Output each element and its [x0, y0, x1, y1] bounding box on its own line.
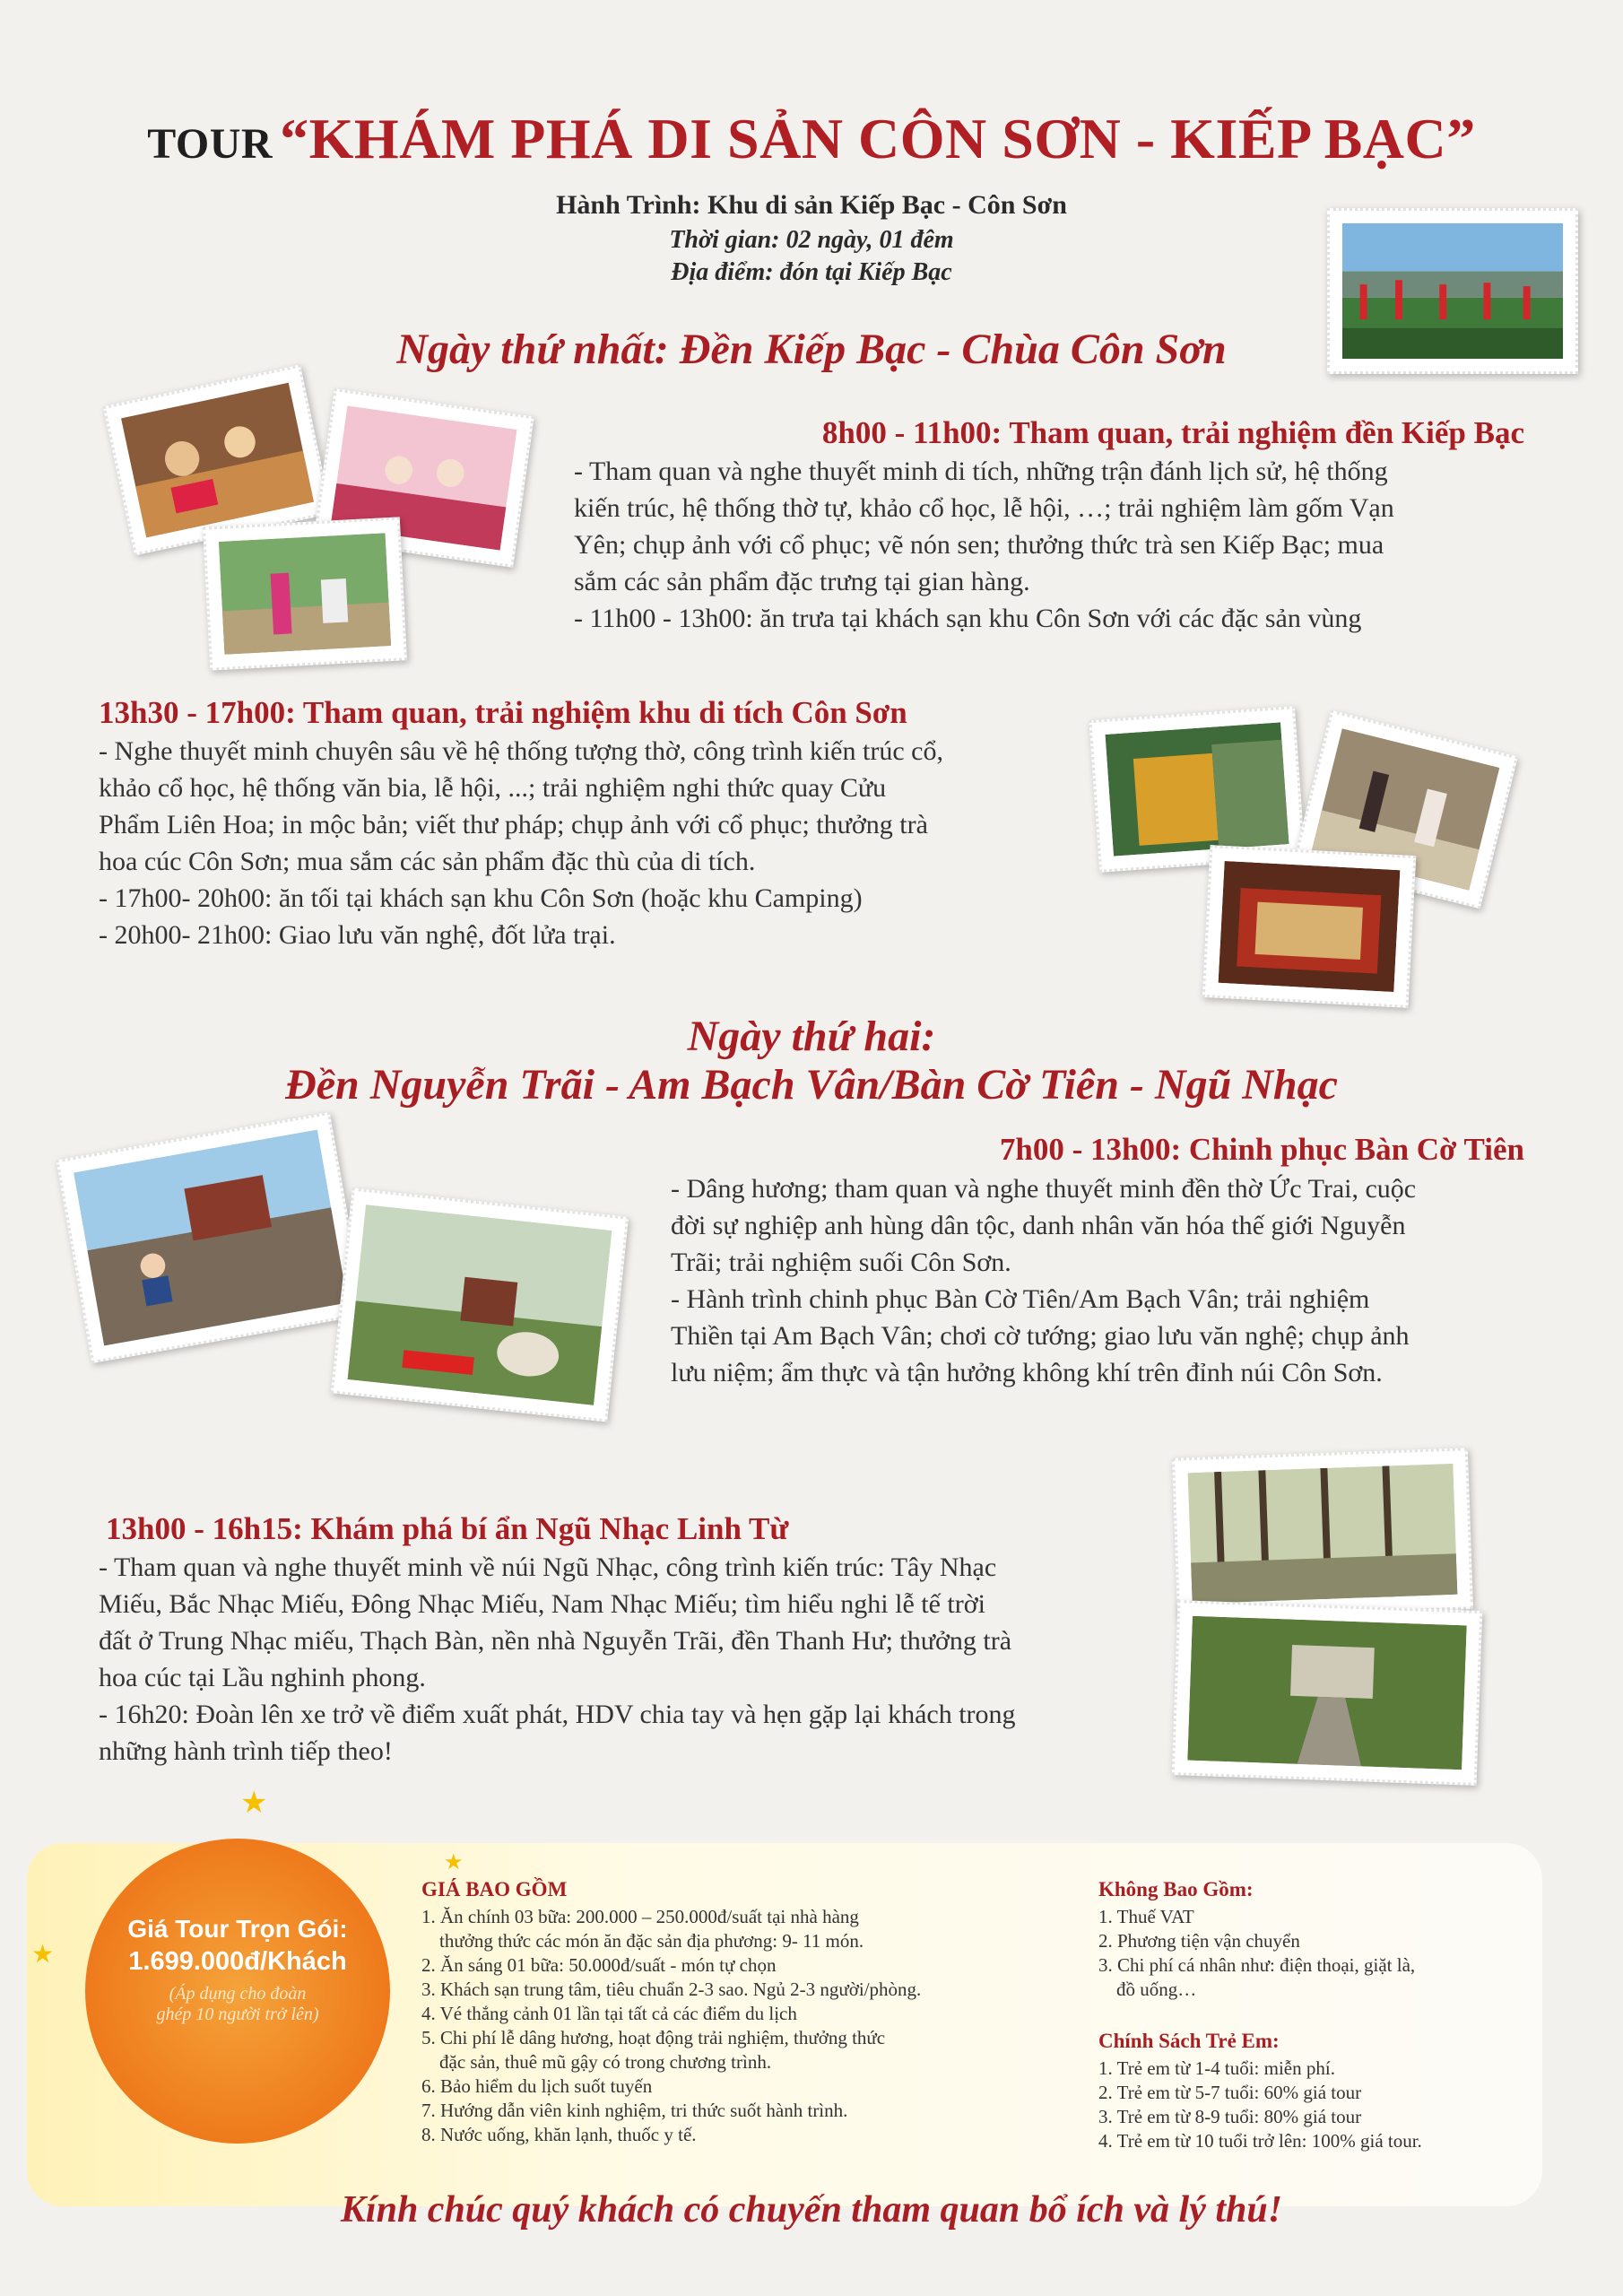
list-item: 3. Khách sạn trung tâm, tiêu chuẩn 2-3 sao. Ngủ 2-3 người/phòng.	[421, 1979, 922, 2000]
star-icon: ★	[444, 1851, 464, 1874]
text-line: kiến trúc, hệ thống thờ tự, khảo cổ học, lễ hội, …; trải nghiệm làm gốm Vạn	[574, 493, 1394, 523]
text-line: Thiền tại Am Bạch Vân; chơi cờ tướng; giao lưu văn nghệ; chụp ảnh	[671, 1321, 1410, 1351]
tour-name: “KHÁM PHÁ DI SẢN CÔN SƠN - KIẾP BẠC”	[280, 107, 1476, 170]
day1-morning-text	[574, 453, 1529, 637]
itinerary-line: Hành Trình: Khu di sản Kiếp Bạc - Côn Sơn	[556, 190, 1067, 220]
day1-morning-title: 8h00 - 11h00: Tham quan, trải nghiệm đền Kiếp Bạc	[821, 415, 1524, 450]
children-policy-list	[1098, 2029, 1529, 2153]
text-line: Yên; chụp ảnh với cổ phục; vẽ nón sen; thưởng thức trà sen Kiếp Bạc; mua	[574, 530, 1384, 560]
pine-forest-photo	[1172, 1448, 1473, 1619]
text-line: - 16h20: Đoàn lên xe trở về điểm xuất phát, HDV chia tay và hẹn gặp lại khách trong	[99, 1700, 1016, 1729]
excludes-list	[1098, 1877, 1529, 2002]
list-item: 7. Hướng dẫn viên kinh nghiệm, tri thức suốt hành trình.	[421, 2100, 848, 2121]
text-line: hoa cúc Côn Sơn; mua sắm các sản phẩm đặc thù của di tích.	[99, 847, 756, 876]
list-item: 2. Trẻ em từ 5-7 tuổi: 60% giá tour	[1098, 2082, 1362, 2103]
day2-title-1: Ngày thứ hai:	[687, 1013, 936, 1060]
list-item: 8. Nước uống, khăn lạnh, thuốc y tế.	[421, 2124, 697, 2145]
list-item: thưởng thức các món ăn đặc sản địa phương: 9- 11 món.	[439, 1930, 864, 1952]
meditation-photo	[56, 1112, 365, 1363]
list-item: đặc sản, thuê mũ gậy có trong chương trình.	[439, 2051, 772, 2073]
includes-title: GIÁ BAO GỒM	[421, 1878, 568, 1900]
price-label: Giá Tour Trọn Gói:	[127, 1915, 348, 1943]
list-item: đồ uống…	[1116, 1979, 1197, 2000]
meeting-line: Địa điểm: đón tại Kiếp Bạc	[671, 258, 952, 286]
star-icon: ★	[31, 1941, 55, 1969]
includes-list	[421, 1877, 1049, 2147]
price-note-2: ghép 10 người trở lên)	[156, 2005, 319, 2024]
list-item: 1. Ăn chính 03 bữa: 200.000 – 250.000đ/suất tại nhà hàng	[421, 1906, 859, 1927]
day2-afternoon-text	[99, 1549, 1139, 1770]
temple-gate-photo	[331, 1187, 629, 1422]
text-line: - Dâng hương; tham quan và nghe thuyết minh đền thờ Ức Trai, cuộc	[671, 1174, 1417, 1204]
list-item: 6. Bảo hiểm du lịch suốt tuyến	[421, 2075, 653, 2097]
footer-greeting: Kính chúc quý khách có chuyến tham quan bổ ích và lý thú!	[340, 2189, 1283, 2231]
list-item: 3. Trẻ em từ 8-9 tuổi: 80% giá tour	[1098, 2106, 1362, 2127]
text-line: - 17h00- 20h00: ăn tối tại khách sạn khu Côn Sơn (hoặc khu Camping)	[99, 883, 863, 913]
pagoda-photo	[1202, 845, 1417, 1008]
children-policy-title: Chính Sách Trẻ Em:	[1098, 2030, 1280, 2052]
list-item: 3. Chi phí cá nhân như: điện thoại, giặt là,	[1098, 1954, 1416, 1976]
stairs-gate-photo	[1172, 1600, 1483, 1786]
excludes-title: Không Bao Gồm:	[1098, 1878, 1254, 1900]
duration-line: Thời gian: 02 ngày, 01 đêm	[669, 226, 954, 254]
text-line: - Tham quan và nghe thuyết minh về núi Ngũ Nhạc, công trình kiến trúc: Tây Nhạc	[99, 1552, 997, 1582]
day2-morning-text	[671, 1170, 1532, 1391]
costume-photo	[203, 517, 407, 670]
list-item: 4. Vé thắng cảnh 01 lần tại tất cả các điểm du lịch	[421, 2003, 797, 2024]
price-badge-text	[99, 1915, 377, 2025]
text-line: khảo cổ học, hệ thống văn bia, lễ hội, ...; trải nghiệm nghi thức quay Cửu	[99, 773, 887, 803]
text-line: Trãi; trải nghiệm suối Côn Sơn.	[671, 1248, 1011, 1277]
day2-title-2: Đền Nguyễn Trãi - Am Bạch Vân/Bàn Cờ Tiên - Ngũ Nhạc	[285, 1061, 1338, 1109]
text-line: đời sự nghiệp anh hùng dân tộc, danh nhân văn hóa thế giới Nguyễn	[671, 1211, 1406, 1240]
text-line: sắm các sản phẩm đặc trưng tại gian hàng.	[574, 567, 1030, 596]
day2-morning-title: 7h00 - 13h00: Chinh phục Bàn Cờ Tiên	[999, 1132, 1524, 1167]
text-line: Miếu, Bắc Nhạc Miếu, Đông Nhạc Miếu, Nam Nhạc Miếu; tìm hiểu nghi lễ tế trời	[99, 1589, 985, 1619]
price-amount: 1.699.000đ/Khách	[128, 1947, 347, 1976]
star-icon: ★	[240, 1787, 268, 1820]
text-line: lưu niệm; ẩm thực và tận hưởng không khí trên đỉnh núi Côn Sơn.	[671, 1358, 1383, 1387]
text-line: Phẩm Liên Hoa; in mộc bản; viết thư pháp; chụp ảnh với cổ phục; thưởng trà	[99, 810, 928, 839]
text-line: - 11h00 - 13h00: ăn trưa tại khách sạn khu Côn Sơn với các đặc sản vùng	[574, 604, 1362, 633]
text-line: - Nghe thuyết minh chuyên sâu về hệ thống tượng thờ, công trình kiến trúc cổ,	[99, 736, 943, 766]
day1-title: Ngày thứ nhất: Đền Kiếp Bạc - Chùa Côn Sơn	[396, 326, 1227, 373]
list-item: 1. Thuế VAT	[1098, 1906, 1194, 1927]
text-line: - 20h00- 21h00: Giao lưu văn nghệ, đốt lửa trại.	[99, 920, 616, 950]
list-item: 5. Chi phí lễ dâng hương, hoạt động trải nghiệm, thưởng thức	[421, 2027, 886, 2048]
text-line: - Tham quan và nghe thuyết minh di tích, những trận đánh lịch sử, hệ thống	[574, 457, 1388, 486]
list-item: 1. Trẻ em từ 1-4 tuổi: miễn phí.	[1098, 2057, 1335, 2079]
list-item: 2. Phương tiện vận chuyển	[1098, 1930, 1300, 1952]
text-line: hoa cúc tại Lầu nghinh phong.	[99, 1663, 426, 1692]
day1-afternoon-title: 13h30 - 17h00: Tham quan, trải nghiệm khu di tích Côn Sơn	[99, 695, 907, 730]
text-line: những hành trình tiếp theo!	[99, 1736, 393, 1766]
price-note-1: (Áp dụng cho đoàn	[169, 1984, 307, 2004]
text-line: - Hành trình chinh phục Bàn Cờ Tiên/Am Bạch Vân; trải nghiệm	[671, 1284, 1370, 1314]
tour-prefix: TOUR	[147, 120, 273, 168]
list-item: 4. Trẻ em từ 10 tuổi trở lên: 100% giá tour.	[1098, 2130, 1422, 2152]
day2-afternoon-title: 13h00 - 16h15: Khám phá bí ẩn Ngũ Nhạc Linh Từ	[106, 1511, 789, 1546]
tour-title	[0, 106, 1623, 172]
list-item: 2. Ăn sáng 01 bữa: 50.000đ/suất - món tự chọn	[421, 1954, 777, 1976]
day1-afternoon-text	[99, 733, 1067, 953]
text-line: đất ở Trung Nhạc miếu, Thạch Bàn, nền nhà Nguyễn Trãi, đền Thanh Hư; thưởng trà	[99, 1626, 1012, 1656]
